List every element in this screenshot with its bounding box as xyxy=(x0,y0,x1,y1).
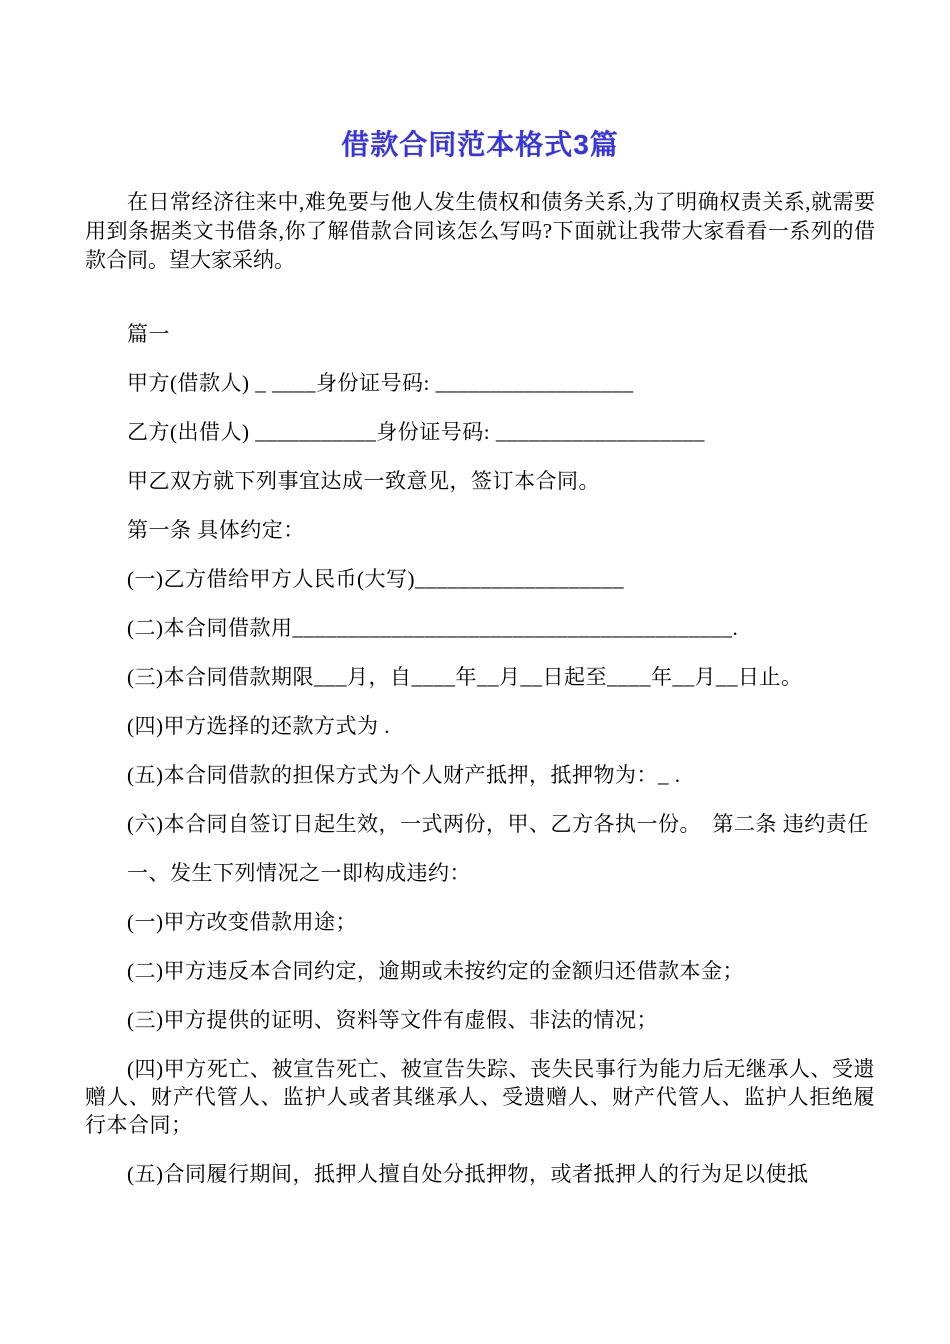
breach-item-5: (五)合同履行期间，抵押人擅自处分抵押物，或者抵押人的行为足以使抵 xyxy=(127,1162,809,1186)
document-title: 借款合同范本格式3篇 xyxy=(341,129,619,160)
clause-1-item-6-and-clause-2-heading: (六)本合同自签订日起生效，一式两份，甲、乙方各执一份。 第二条 违约责任 xyxy=(127,812,869,836)
breach-item-3: (三)甲方提供的证明、资料等文件有虚假、非法的情况； xyxy=(127,1008,658,1032)
breach-item-4: (四)甲方死亡、被宣告死亡、被宣告失踪、丧失民事行为能力后无继承人、受遗赠人、财产代管人、监护人或者其继承人、受遗赠人、财产代管人、监护人拒绝履行本合同； xyxy=(85,1057,875,1137)
party-b-line: 乙方(出借人) ___________身份证号码: ___________________ xyxy=(127,420,705,444)
party-a-line: 甲方(借款人) _ ____身份证号码: __________________ xyxy=(127,371,634,395)
clause-1-heading: 第一条 具体约定： xyxy=(127,518,305,542)
breach-item-2: (二)甲方违反本合同约定，逾期或未按约定的金额归还借款本金； xyxy=(127,959,744,983)
section-one-label: 篇一 xyxy=(127,322,170,346)
clause-1-item-2: (二)本合同借款用________________________________________. xyxy=(127,616,739,640)
breach-item-1: (一)甲方改变借款用途； xyxy=(127,910,357,934)
clause-1-item-1: (一)乙方借给甲方人民币(大写)___________________ xyxy=(127,567,624,591)
clause-1-item-5: (五)本合同借款的担保方式为个人财产抵押，抵押物为：_ . xyxy=(127,763,681,787)
clause-1-item-4: (四)甲方选择的还款方式为 . xyxy=(127,714,390,738)
breach-intro: 一、发生下列情况之一即构成违约： xyxy=(127,861,471,885)
intro-paragraph: 在日常经济往来中,难免要与他人发生债权和债务关系,为了明确权责关系,就需要用到条据类文书借条,你了解借款合同该怎么写吗?下面就让我带大家看看一系列的借款合同。望大家采纳。 xyxy=(85,190,875,272)
clause-1-item-3: (三)本合同借款期限___月，自____年__月__日起至____年__月__日止。 xyxy=(127,665,803,689)
agreement-statement: 甲乙双方就下列事宜达成一致意见，签订本合同。 xyxy=(127,469,600,493)
